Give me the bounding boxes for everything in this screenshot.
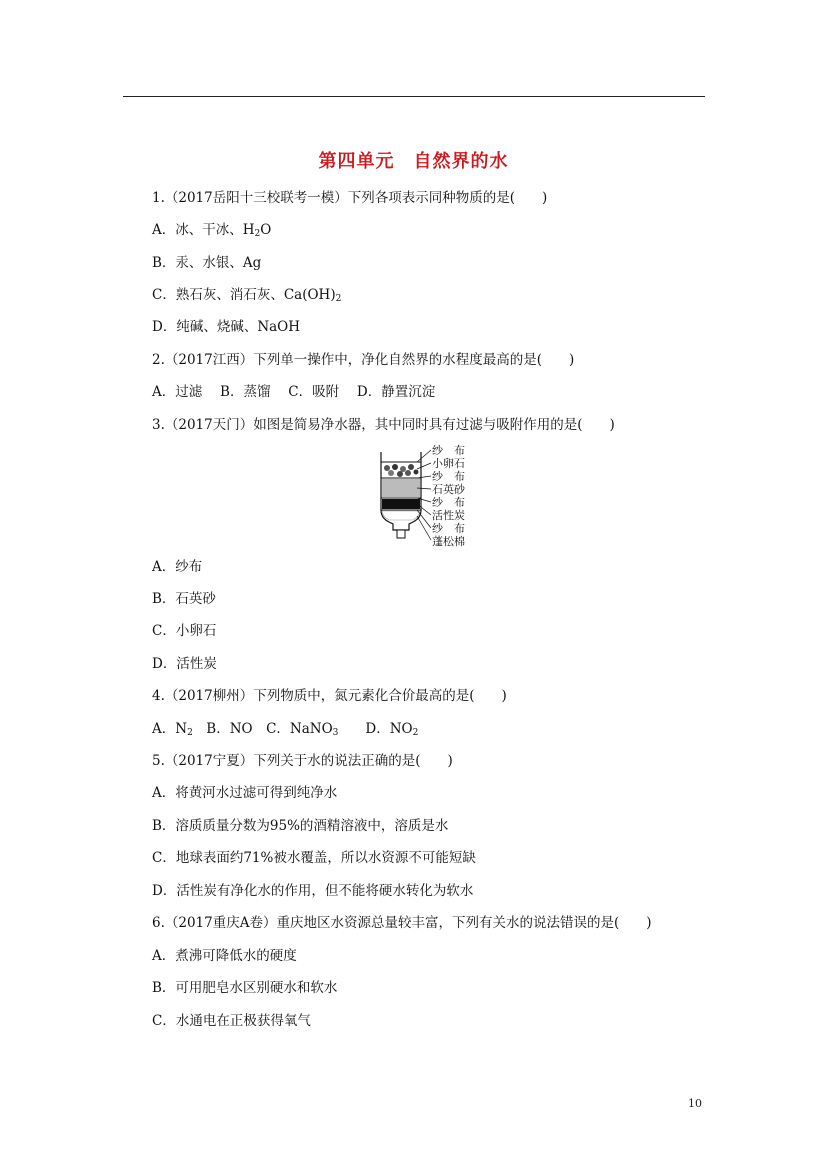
q4-option-c-sub: 3 <box>332 728 339 738</box>
layer-cotton <box>382 511 420 520</box>
q1-option-a <box>152 220 271 244</box>
q1-option-a-sub: 2 <box>254 229 261 239</box>
q6-option-b: B．可用肥皂水区别硬水和软水 <box>152 980 338 996</box>
q3-option-c: C．小卵石 <box>152 623 217 639</box>
q6-option-c: C．水通电在正极获得氧气 <box>152 1013 311 1029</box>
q5-option-c: C．地球表面约71%被水覆盖，所以水资源不可能短缺 <box>152 850 476 866</box>
figure-label: 纱 布 <box>432 470 465 483</box>
q5-stem: 5.（2017宁夏）下列关于水的说法正确的是( ) <box>152 753 453 769</box>
q4-stem: 4.（2017柳州）下列物质中，氮元素化合价最高的是( ) <box>152 688 507 704</box>
q3-option-a: A．纱布 <box>152 559 203 575</box>
q1-option-c-sub: 2 <box>335 294 342 304</box>
q1-option-b: B．汞、水银、Ag <box>152 255 262 271</box>
q1-option-c-text: C．熟石灰、消石灰、Ca(OH) <box>152 287 336 303</box>
q5-option-d: D．活性炭有净化水的作用，但不能将硬水转化为软水 <box>152 883 474 899</box>
q6-option-a: A．煮沸可降低水的硬度 <box>152 948 297 964</box>
q1-option-d: D．纯碱、烧碱、NaOH <box>152 319 301 335</box>
water-purifier-figure <box>373 440 483 550</box>
page-title: 第四单元 自然界的水 <box>318 151 509 172</box>
figure-label: 纱 布 <box>432 496 465 509</box>
q4-option-a-sub: 2 <box>187 728 193 738</box>
q4-options <box>152 719 418 743</box>
q2-stem: 2.（2017江西）下列单一操作中，净化自然界的水程度最高的是( ) <box>152 352 575 368</box>
figure-label: 石英砂 <box>432 483 465 496</box>
q3-option-b: B．石英砂 <box>152 591 216 607</box>
layer-quartz-sand <box>382 479 420 497</box>
layer-pebbles <box>382 463 420 477</box>
page-number: 10 <box>688 1097 702 1110</box>
q1-option-a-text: A．冰、干冰、H <box>152 222 255 238</box>
figure-label: 蓬松棉 <box>432 535 465 548</box>
q3-option-d: D．活性炭 <box>152 656 217 672</box>
q6-stem: 6.（2017重庆A卷）重庆地区水资源总量较丰富，下列有关水的说法错误的是( ) <box>152 915 652 931</box>
figure-label: 小卵石 <box>432 457 465 470</box>
q5-option-a: A．将黄河水过滤可得到纯净水 <box>152 785 338 801</box>
q1-option-c <box>152 285 341 309</box>
q2-options: A．过滤 B．蒸馏 C．吸附 D．静置沉淀 <box>152 384 436 400</box>
q3-stem: 3.（2017天门）如图是简易净水器，其中同时具有过滤与吸附作用的是( ) <box>152 417 615 433</box>
q1-stem: 1.（2017岳阳十三校联考一模）下列各项表示同种物质的是( ) <box>152 190 548 206</box>
q4-option-d-sub: 2 <box>412 728 419 738</box>
q4-option-d: D．NO <box>338 721 413 737</box>
header-rule <box>123 96 705 97</box>
q5-option-b: B．溶质质量分数为95%的酒精溶液中，溶质是水 <box>152 818 449 834</box>
spout <box>397 530 405 538</box>
q4-option-a: A．N <box>152 721 188 737</box>
figure-label: 纱 布 <box>432 444 465 457</box>
q1-option-a-tail: O <box>260 222 272 238</box>
figure-label: 活性炭 <box>432 509 465 522</box>
q4-option-bc: B．NO C．NaNO <box>192 721 333 737</box>
figure-label: 纱 布 <box>432 522 465 535</box>
layer-activated-carbon <box>382 499 420 509</box>
figure-labels <box>432 443 466 548</box>
